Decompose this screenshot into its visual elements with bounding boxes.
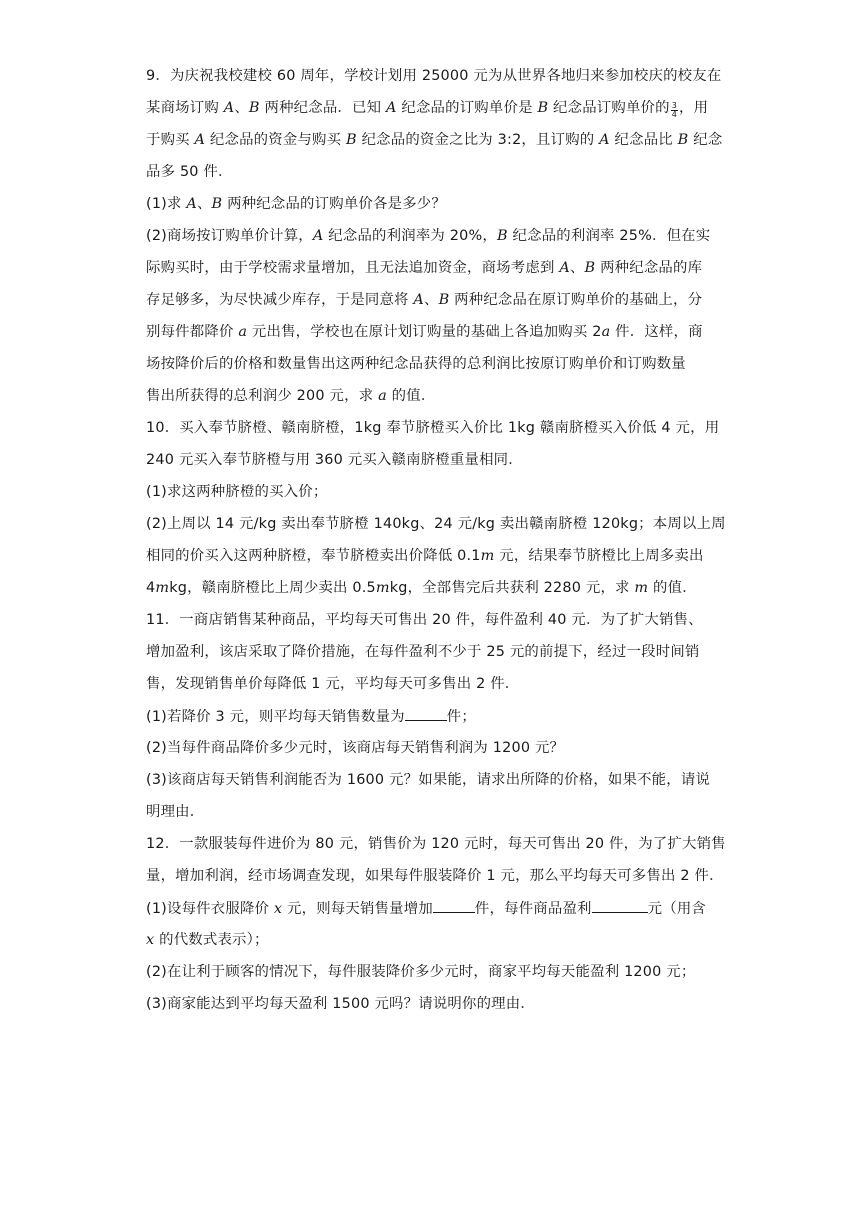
text-run: 别每件都降价 — [146, 324, 239, 340]
text-run: B — [537, 100, 549, 116]
text-run: (2)商场按订购单价计算， — [146, 228, 313, 244]
document-page — [146, 66, 726, 1026]
text-run: 、 — [196, 196, 212, 212]
q11-stem-line-3 — [146, 674, 726, 694]
q10-part-2-line-2 — [146, 546, 726, 566]
q12-part-3 — [146, 994, 726, 1014]
text-run: (1)求 — [146, 196, 187, 212]
q10-part-1 — [146, 482, 726, 502]
text-run: A — [559, 260, 570, 276]
text-run: B — [677, 132, 689, 148]
q9-stem-line-4 — [146, 162, 726, 182]
q10-stem-line-2 — [146, 450, 726, 470]
q12-stem-line-1 — [146, 834, 726, 854]
text-run: kg，赣南脐橙比上周少卖出 0.5 — [169, 580, 376, 596]
text-run: 、 — [569, 260, 585, 276]
text-run: (2)在让利于顾客的情况下，每件服装降价多少元时，商家平均每天能盈利 1200 元； — [146, 964, 696, 980]
text-run: 元，则每天销售量增加 — [282, 901, 433, 917]
text-run: 4 — [146, 580, 156, 596]
text-run: A — [312, 228, 324, 244]
text-run: a — [601, 324, 611, 340]
text-run: 纪念品的资金与购买 — [205, 132, 347, 148]
q11-part-2 — [146, 738, 726, 758]
q9-stem-line-1 — [146, 66, 726, 86]
text-run: (3)商家能达到平均每天盈利 1500 元吗？请说明你的理由． — [146, 996, 535, 1012]
q9-stem-line-3 — [146, 130, 726, 150]
text-run: B — [438, 292, 450, 308]
text-run: 4 — [671, 110, 678, 119]
text-run: 的值． — [648, 580, 697, 596]
text-run: A — [186, 196, 197, 212]
text-run: 件； — [446, 709, 476, 725]
text-run: 量，增加利润，经市场调查发现，如果每件服装降价 1 元，那么平均每天可多售出 2 件． — [146, 868, 724, 884]
text-run: 纪念 — [688, 132, 723, 148]
text-run: 售出所获得的总利润少 200 元，求 — [146, 388, 379, 404]
text-run: 元出售，学校也在原计划订购量的基础上各追加购买 2 — [247, 324, 602, 340]
text-run: m — [634, 580, 649, 596]
q11-part-3-line-1 — [146, 770, 726, 790]
q12-part-1-line-1 — [146, 898, 726, 918]
q10-part-2-line-3 — [146, 578, 726, 598]
text-run: m — [375, 580, 390, 596]
text-run: (1)设每件衣服降价 — [146, 901, 274, 917]
text-run: 明理由． — [146, 804, 205, 820]
text-run: 纪念品的利润率 25%．但在实 — [507, 228, 711, 244]
q9-stem-line-2 — [146, 98, 726, 118]
text-run: 、 — [424, 292, 439, 308]
text-run: 9．为庆祝我校建校 60 周年，学校计划用 25000 元为从世界各地归来参加校庆的校友在 — [146, 68, 722, 84]
q9-part-2-line-6 — [146, 386, 726, 406]
text-run: A — [194, 132, 206, 148]
text-run: 售，发现销售单价每降低 1 元，平均每天可多售出 2 件． — [146, 676, 520, 692]
text-run: 某商场订购 — [146, 100, 224, 116]
text-run: 元，结果奉节脐橙比上周多卖出 — [494, 548, 704, 564]
text-run: 10．买入奉节脐橙、赣南脐橙，1kg 奉节脐橙买入价比 1kg 赣南脐橙买入价低 4 元，用 — [146, 420, 720, 436]
text-run: 两种纪念品．已知 — [259, 100, 386, 116]
text-run: A — [413, 292, 425, 308]
text-run: B — [346, 132, 357, 148]
text-run: 两种纪念品的库 — [595, 260, 703, 276]
q9-part-2-line-2 — [146, 258, 726, 278]
text-run: 纪念品的利润率为 20%， — [323, 228, 497, 244]
text-run: 元（用含 — [647, 901, 707, 917]
text-run: 240 元买入奉节脐橙与用 360 元买入赣南脐橙重量相同． — [146, 452, 523, 468]
q12-stem-line-2 — [146, 866, 726, 886]
q11-stem-line-1 — [146, 610, 726, 630]
text-run: (2)当每件商品降价多少元时，该商店每天销售利润为 1200 元？ — [146, 740, 565, 756]
answer-blank[interactable] — [433, 898, 475, 913]
text-run: x — [146, 932, 155, 948]
text-run: 于购买 — [146, 132, 195, 148]
text-run: ，用 — [679, 100, 709, 116]
text-run: 纪念品的订购单价是 — [396, 100, 538, 116]
text-run: B — [211, 196, 223, 212]
text-run: 增加盈利，该店采取了降价措施，在每件盈利不少于 25 元的前提下，经过一段时间销 — [146, 644, 700, 660]
text-run: x — [273, 901, 283, 917]
q11-part-3-line-2 — [146, 802, 726, 822]
q9-part-2-line-3 — [146, 290, 726, 310]
q12-part-2 — [146, 962, 726, 982]
text-run: 纪念品的资金之比为 3:2，且订购的 — [356, 132, 600, 148]
text-run: (1)求这两种脐橙的买入价； — [146, 484, 328, 500]
text-run: 件．这样，商 — [610, 324, 703, 340]
text-run: 相同的价买入这两种脐橙，奉节脐橙卖出价降低 0.1 — [146, 548, 481, 564]
q9-part-1 — [146, 194, 726, 214]
text-run: (1)若降价 3 元，则平均每天销售数量为 — [146, 709, 405, 725]
q12-part-1-line-2 — [146, 930, 726, 950]
text-run: B — [496, 228, 508, 244]
answer-blank[interactable] — [592, 898, 648, 913]
text-run: kg，全部售完后共获利 2280 元，求 — [389, 580, 635, 596]
answer-blank[interactable] — [405, 706, 447, 721]
text-run: 两种纪念品的订购单价各是多少？ — [222, 196, 446, 212]
text-run: 纪念品订购单价的 — [548, 100, 670, 116]
text-run: 12．一款服装每件进价为 80 元，销售价为 120 元时，每天可售出 20 件，为了扩大销售 — [146, 836, 726, 852]
text-run: 场按降价后的价格和数量售出这两种纪念品获得的总利润比按原订购单价和订购数量 — [146, 356, 686, 372]
text-run: a — [378, 388, 387, 404]
text-run: 件，每件商品盈利 — [474, 901, 592, 917]
text-run: 存足够多，为尽快减少库存，于是同意将 — [146, 292, 414, 308]
text-run: (3)该商店每天销售利润能否为 1600 元？如果能，请求出所降的价格，如果不能，请说 — [146, 772, 711, 788]
q10-stem-line-1 — [146, 418, 726, 438]
text-run: 、 — [234, 100, 249, 116]
text-run: 两种纪念品在原订购单价的基础上，分 — [449, 292, 703, 308]
text-run: B — [248, 100, 260, 116]
q9-part-2-line-1 — [146, 226, 726, 246]
text-run: 际购买时，由于学校需求量增加，且无法追加资金，商场考虑到 — [146, 260, 560, 276]
q9-part-2-line-4 — [146, 322, 726, 342]
q10-part-2-line-1 — [146, 514, 726, 534]
text-run: 的代数式表示）； — [154, 932, 269, 948]
text-run: (2)上周以 14 元/kg 卖出奉节脐橙 140kg、24 元/kg 卖出赣南脐橙 120kg；本周以上周 — [146, 516, 726, 532]
text-run: B — [584, 260, 596, 276]
text-run: m — [480, 548, 495, 564]
text-run: A — [599, 132, 610, 148]
text-run: 的值． — [386, 388, 436, 404]
text-run: A — [385, 100, 397, 116]
text-run: 3 — [671, 101, 678, 110]
q11-part-1 — [146, 706, 726, 726]
text-run: 11．一商店销售某种商品，平均每天可售出 20 件，每件盈利 40 元．为了扩大销售、 — [146, 612, 703, 628]
text-run: 纪念品比 — [609, 132, 678, 148]
q11-stem-line-2 — [146, 642, 726, 662]
text-run: a — [238, 324, 248, 340]
q9-part-2-line-5 — [146, 354, 726, 374]
fraction-three-quarters — [671, 102, 678, 119]
text-run: m — [155, 580, 170, 596]
text-run: 品多 50 件． — [146, 164, 233, 180]
text-run: A — [223, 100, 235, 116]
